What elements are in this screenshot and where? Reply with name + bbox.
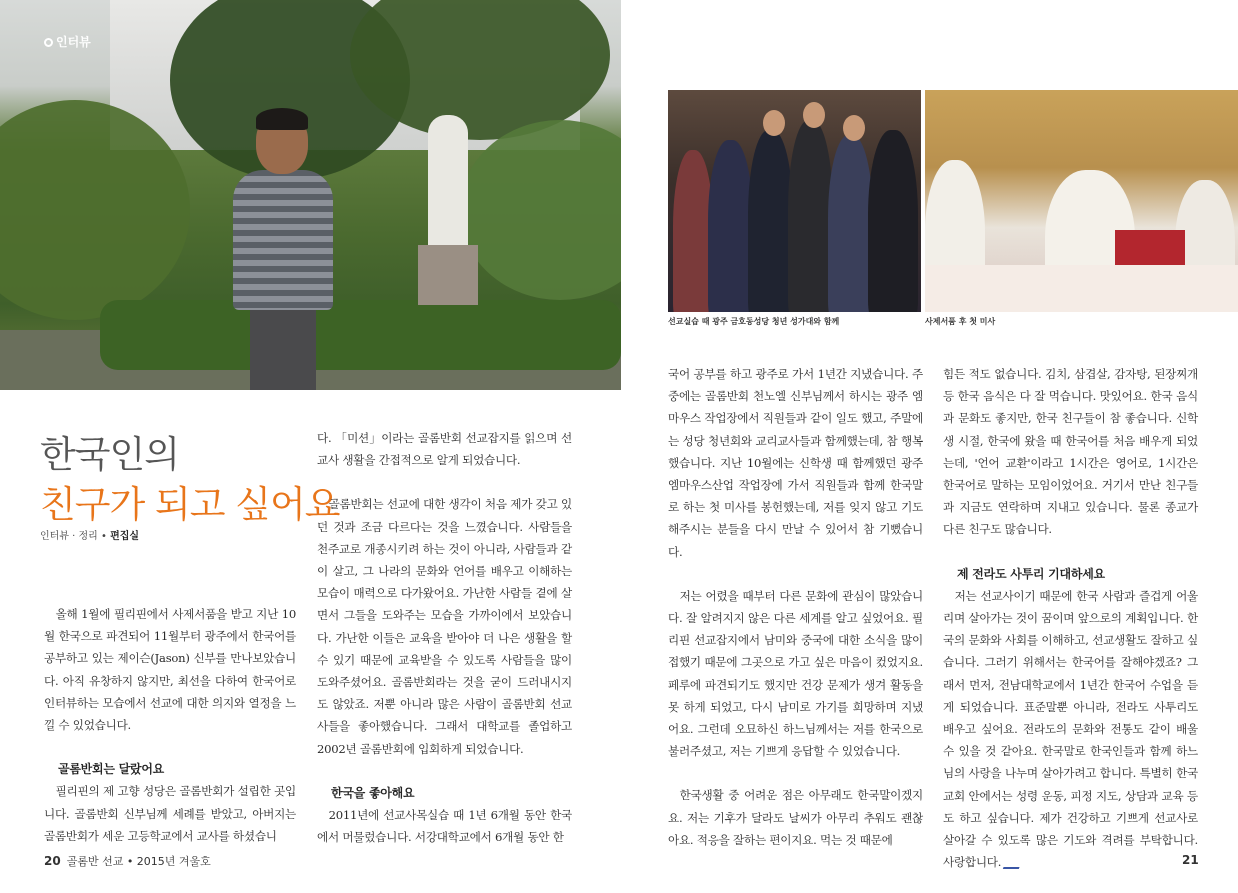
- body-paragraph: 저는 어렸을 때부터 다른 문화에 관심이 많았습니다. 잘 알려지지 않은 다른 세계를 알고 싶었어요. 필리핀 선교잡지에서 남미와 중국에 대한 소식을 많이 접했기 때문에 그곳으로 가고 싶은 마음이 컸었지요. 페루에 파견되기도 했지만 건강 문제가 생겨 활동을 못 하게 되었고, 다시 남미로 가기를 희망하며 지냈어요. 그런데 오묘하신 하느님께서는 저를 한국으로 불러주셨고, 저는 기쁘게 응답할 수 있었습니다.: [668, 588, 923, 759]
- body-paragraph: 한국생활 중 어려운 점은 아무래도 한국말이겠지요. 저는 기후가 달라도 날씨가 아무리 추워도 괜찮아요. 적응을 잘하는 편이지요. 먹는 것 때문에: [668, 788, 923, 847]
- body-paragraph: 2011년에 선교사목실습 때 1년 6개월 동안 한국에서 머물렀습니다. 서강대학교에서 6개월 동안 한: [317, 808, 572, 845]
- body-paragraph: 다. 「미션」이라는 골롬반회 선교잡지를 읽으며 선교사 생활을 간접적으로 알게 되었습니다.: [317, 431, 572, 468]
- first-mass-photo: [925, 90, 1238, 312]
- article-column-2: [317, 427, 572, 848]
- folio-right: 21: [1182, 853, 1199, 867]
- folio-left: 20 골롬반 선교 • 2015년 겨울호: [44, 854, 211, 868]
- photo-caption-mass: 사제서품 후 첫 미사: [925, 317, 996, 326]
- article-column-1: [44, 603, 296, 847]
- interview-photo: [0, 0, 621, 390]
- body-paragraph: 힘든 적도 없습니다. 김치, 삼겹살, 감자탕, 된장찌개 등 한국 음식은 다 잘 먹습니다. 맛있어요. 한국 음식과 문화도 좋지만, 한국 친구들이 참 좋습니다. 신학생 시절, 한국에 왔을 때 한국어를 처음 배우게 되었는데, '언어 교환'이라고 1시간은 영어로, 1시간은 한국어로 말하는 모임이었어요. 거기서 만난 친구들과 지금도 연락하며 지내고 있습니다. 물론 종교가 다른 친구도 많습니다.: [943, 367, 1198, 537]
- byline: 인터뷰 · 정리 • 편집실: [40, 531, 140, 542]
- article-title-line2: 친구가 되고 싶어요: [40, 483, 340, 526]
- signature-icon: [1003, 857, 1023, 869]
- article-title-line1: 한국인의: [40, 433, 179, 476]
- circle-bullet-icon: [44, 38, 53, 47]
- article-column-4: [943, 363, 1198, 873]
- photo-caption-youth: 선교실습 때 광주 금호동성당 청년 성가대와 함께: [668, 317, 840, 326]
- body-paragraph: 국어 공부를 하고 광주로 가서 1년간 지냈습니다. 주중에는 골롬반회 천노엘 신부님께서 하시는 광주 엠마우스 작업장에서 직원들과 같이 일도 했고, 주말에는 성당 청년회와 교리교사들과 함께했는데, 참 행복했습니다. 지난 10월에는 신학생 때 함께했던 광주 엠마우스산업 작업장에 가서 직원들과 함께 한국말로 하는 첫 미사를 봉헌했는데, 저를 잊지 않고 기도해주시는 분들을 다시 만날 수 있어서 참 기뻤습니다.: [668, 367, 923, 559]
- body-paragraph: 필리핀의 제 고향 성당은 골롬반회가 설립한 곳입니다. 골롬반회 신부님께 세례를 받았고, 아버지는 골롬반회가 세운 고등학교에서 교사를 하셨습니: [44, 784, 296, 843]
- intro-paragraph: 올해 1월에 필리핀에서 사제서품을 받고 지난 10월 한국으로 파견되어 11월부터 광주에서 한국어를 공부하고 있는 제이슨(Jason) 신부를 만나보았습니다. 아직 유창하지 않지만, 최선을 다하여 한국어로 인터뷰하는 모습에서 선교에 대한 의지와 열정을 느낄 수 있었습니다.: [44, 607, 296, 733]
- body-paragraph: 골롬반회는 선교에 대한 생각이 처음 제가 갖고 있던 것과 조금 다르다는 것을 느꼈습니다. 사람들을 천주교로 개종시키려 하는 것이 아니라, 사람들과 같이 살고, 그 나라의 문화와 언어를 배우고 이해하는 모습이 매력으로 다가왔어요. 가난한 사람들 곁에 살면서 그들을 도와주는 모습을 가까이에서 보았습니다. 가난한 이들은 교육을 받아야 더 나은 생활을 할 수 있기 때문에 교육받을 수 있도록 사람들을 많이 도와주셨어요. 골롬반회라는 것을 굳이 드러내시지도 않았죠. 저뿐 아니라 많은 사람이 골롬반회 선교사들을 좋아했습니다. 그래서 대학교를 졸업하고 2002년 골롬반회에 입회하게 되었습니다.: [317, 497, 572, 756]
- article-column-3: [668, 363, 923, 851]
- section-tag: 인터뷰: [44, 33, 91, 50]
- body-paragraph: 저는 선교사이기 때문에 한국 사람과 즐겁게 어울리며 살아가는 것이 꿈이며 앞으로의 계획입니다. 한국의 문화와 사회를 이해하고, 선교생활도 잘하고 싶습니다. 그러기 위해서는 한국어를 잘해야겠죠? 그래서 먼저, 전남대학교에서 1년간 한국어 수업을 듣게 되었습니다. 표준말뿐 아니라, 전라도 사투리도 배우고 싶어요. 전라도의 문화와 전통도 같이 배울 수 있을 것 같아요. 한국말로 한국인들과 함께 하느님의 사랑을 나누며 살아가려고 합니다. 특별히 한국 교회 안에서는 성령 운동, 피정 지도, 상담과 교육 등도 하고 싶습니다. 제가 건강하고 기쁘게 선교사로 살아갈 수 있도록 많은 기도와 격려를 부탁합니다. 사랑합니다.: [943, 588, 1198, 870]
- youth-choir-photo: [668, 90, 921, 312]
- subheading-columban: 골롬반회는 달랐어요: [58, 762, 165, 777]
- subheading-korea: 한국을 좋아해요: [331, 785, 415, 800]
- subheading-dialect: 제 전라도 사투리 기대하세요: [957, 566, 1105, 581]
